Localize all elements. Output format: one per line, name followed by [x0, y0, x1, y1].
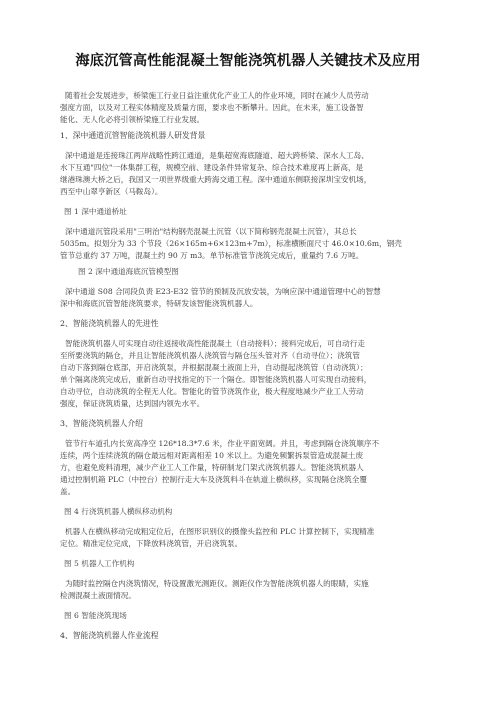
paragraph-line: 5035m。拟划分为 33 个节段（26×165m+6×123m+7m），标准横断面尺寸 46.0×10.6m，钢壳 — [60, 239, 402, 248]
paragraph-line: 深中和海底沉管智能浇筑要求，特研发该智能浇筑机器人。 — [60, 299, 258, 308]
paragraph-line: 检测混凝土液面情况。 — [60, 591, 136, 600]
section-2-paragraph — [60, 338, 442, 410]
paragraph-line: 盖。 — [60, 487, 76, 496]
intro-line: 能化、无人化必将引领桥梁施工行业发展。 — [60, 115, 205, 124]
paragraph-line: 强度，保证浇筑质量，达到国内领先水平。 — [60, 399, 205, 408]
section-1-paragraph — [60, 150, 442, 198]
paragraph-line: 深中通道是连接珠江两岸战略性跨江通道，是集超宽海底隧道、超大跨桥梁、深水人工岛、 — [65, 151, 369, 160]
section-1-paragraph-2 — [60, 226, 442, 262]
paragraph-line: 机器人在横纵移动完成粗定位后，在图形识别仪的摄像头监控和 PLC 计算控制下，实现精准 — [65, 527, 375, 536]
figure-1-caption: 图 1 深中通道桥址 — [64, 207, 127, 216]
figure-4-caption: 图 4 行浇筑机器人横纵移动机构 — [64, 507, 173, 516]
paragraph-line: 单个隔离浇筑完成后，重新自动寻找指定的下一个隔仓。即智能浇筑机器人可实现自动接料， — [60, 375, 372, 384]
section-2-heading: 2、智能浇筑机器人的先进性 — [60, 319, 159, 328]
paragraph-line: 深中通道 S08 合同段负责 E23-E32 管节的预制及沉放安装，为响应深中通道管理中心的智慧 — [65, 287, 381, 296]
paragraph-line: 定位。精准定位完成，下降放料浇筑管，开启浇筑泵。 — [60, 539, 243, 548]
figure-6-caption: 图 6 智能浇筑现场 — [64, 611, 127, 620]
paragraph-line: 管节总重约 37 万吨，混凝土约 90 万 m3。单节标准管节浇筑完成后，重量约 7.6 万吨。 — [60, 251, 364, 260]
section-3-paragraph-2 — [60, 526, 442, 550]
figure-2-caption: 图 2 深中通道海底沉管模型图 — [78, 267, 179, 276]
paragraph-line: 通过控制机箱 PLC（中控台）控制行走大车及浇筑料斗在轨道上横纵移，实现隔仓浇筑全覆 — [60, 475, 367, 484]
section-3-heading: 3、智能浇筑机器人介绍 — [60, 419, 143, 428]
section-1-paragraph-3 — [60, 286, 442, 310]
paragraph-line: 管节行车道孔内长宽高净空 126*18.3*7.6 米，作业平面宽阔。并且，考虑到隔仓浇筑顺序不 — [65, 439, 380, 448]
section-3-paragraph-3 — [60, 578, 442, 602]
paragraph-line: 西至中山翠亨新区（马鞍岛）。 — [60, 187, 163, 196]
section-3-paragraph — [60, 438, 442, 498]
paragraph-line: 智能浇筑机器人可实现自动往返接收高性能混凝土（自动接料）；接料完成后，可自动行走 — [65, 339, 365, 348]
paragraph-line: 自动下落到隔仓底部，开启浇筑泵，并根据混凝土液面上升，自动提起浇筑管（自动浇筑）； — [60, 363, 368, 372]
paragraph-line: 自动寻位，自动浇筑的全程无人化。智能化的管节浇筑作业，极大程度地减少产业工人劳动 — [60, 387, 364, 396]
section-4-heading: 4、智能浇筑机器人作业流程 — [60, 631, 159, 640]
intro-paragraph — [60, 90, 442, 126]
intro-line: 强度方面，以及对工程实体精度及质量方面，要求也不断攀升。因此，在未来，施工设备智 — [60, 103, 364, 112]
document-title: 海底沉管高性能混凝土智能浇筑机器人关键技术及应用 — [75, 53, 421, 69]
intro-line: 随着社会发展进步，桥梁施工行业日益注重优化产业工人的作业环境，同时在减少人员劳动 — [65, 91, 369, 100]
figure-5-caption: 图 5 机器人工作机构 — [64, 559, 135, 568]
section-1-heading: 1、深中通道沉管智能浇筑机器人研发背景 — [60, 131, 206, 140]
paragraph-line: 方，也避免废料清理，减少产业工人工作量，特研制龙门架式浇筑机器人。智能浇筑机器人 — [60, 463, 364, 472]
paragraph-line: 为随时监控隔仓内浇筑情况，特设置激光测距仪。测距仪作为智能浇筑机器人的眼睛，实施 — [65, 579, 369, 588]
paragraph-line: 深中通道沉管段采用"三明治"结构钢壳混凝土沉管（以下简称钢壳混凝土沉管），其总长 — [65, 227, 357, 236]
paragraph-line: 至所要浇筑的隔仓，并且让智能浇筑机器人浇筑管与隔仓压头管对齐（自动寻位）；浇筑管 — [60, 351, 360, 360]
paragraph-line: 连续，两个连续浇筑的隔仓最远相对距离相差 10 米以上。为避免频繁拆泵管造成混凝土废 — [60, 451, 364, 460]
paragraph-line: 继港珠澳大桥之后，我国又一项世界级重大跨海交通工程。深中通道东侧联接深圳宝安机场， — [60, 175, 372, 184]
paragraph-line: 水下互通"四位"一体集群工程，规模空前、建设条件异常复杂、综合技术难度再上新高，是 — [60, 163, 364, 172]
